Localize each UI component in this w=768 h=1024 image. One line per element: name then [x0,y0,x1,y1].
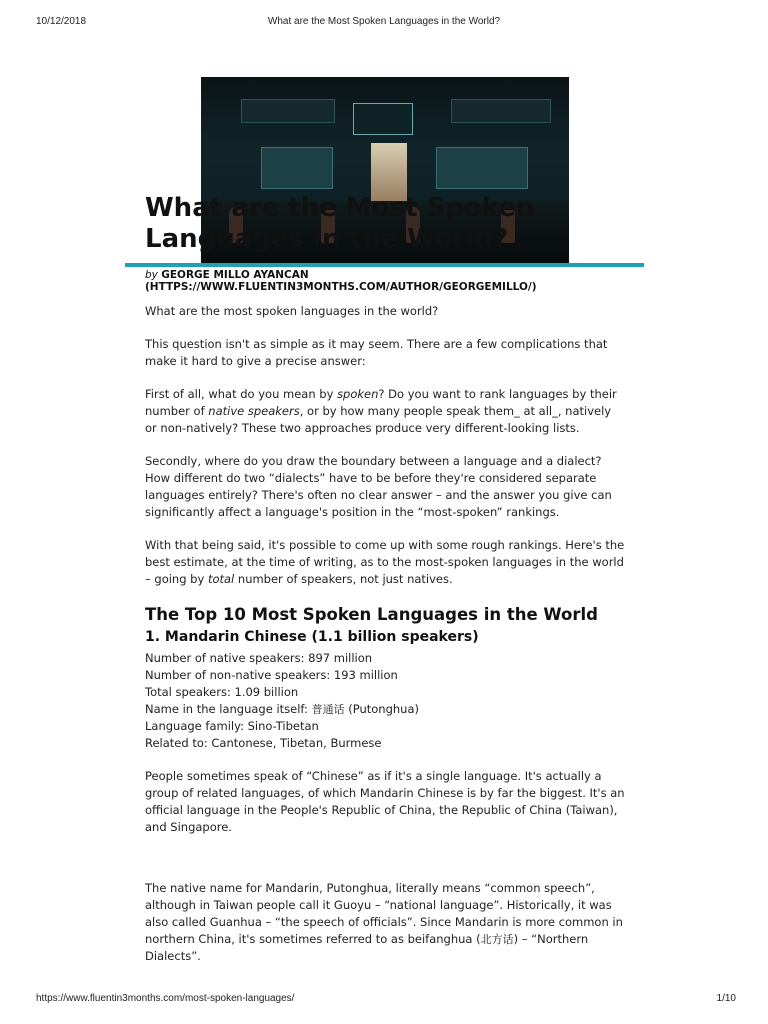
fact-native: Number of native speakers: 897 million [145,651,373,665]
fact-related: Related to: Cantonese, Tibetan, Burmese [145,736,382,750]
paragraph: What are the most spoken languages in the world? [145,304,439,318]
paragraph: First of all, what do you mean by spoken? Do you want to rank languages by their number of native speakers, or by how many people speak them_ at all_, natively or non-natively? These two approaches produce very different-looking lists. [145,387,617,435]
section-heading: The Top 10 Most Spoken Languages in the World [145,605,598,624]
print-footer [0,993,768,1007]
print-date: 10/12/2018 [36,16,87,27]
article-title: What are the Most Spoken Languages in the World? [145,193,535,254]
author-link[interactable]: GEORGE MILLO AYANCAN (HTTPS://WWW.FLUENTIN3MONTHS.COM/AUTHOR/GEORGEMILLO/) [145,269,537,293]
paragraph: The native name for Mandarin, Putonghua, literally means “common speech”, although in Taiwan people call it Guoyu – “national language”. Historically, it was also called Guanhua – “the speech of officials”. Since Mandarin is more common in northern China, it's sometimes referred to as beifanghua (北方话) – “Northern Dialects”. [145,881,623,963]
fact-native-name: Name in the language itself: 普通话 (Putonghua) [145,702,420,716]
paragraph: With that being said, it's possible to come up with some rough rankings. Here's the best estimate, at the time of writing, as to the most-spoken languages in the world – going by total number of speakers, not just natives. [145,538,625,586]
article-body [145,303,625,965]
language-heading: 1. Mandarin Chinese (1.1 billion speakers) [145,629,479,645]
print-url: https://www.fluentin3months.com/most-spoken-languages/ [36,993,295,1004]
byline [145,269,625,293]
paragraph: People sometimes speak of “Chinese” as if it's a single language. It's actually a group of related languages, of which Mandarin Chinese is by far the biggest. It's an official language in the People's Republic of China, the Republic of China (Taiwan), and Singapore. [145,769,625,834]
fact-family: Language family: Sino-Tibetan [145,719,319,733]
byline-prefix: by [145,269,158,281]
paragraph: Secondly, where do you draw the boundary between a language and a dialect? How different do two “dialects” have to be before they're considered separate languages entirely? There's often no clear answer – and the answer you give can significantly affect a language's position in the “most-spoken” rankings. [145,454,612,519]
fact-total: Total speakers: 1.09 billion [145,685,299,699]
language-facts [145,650,625,752]
fact-non-native: Number of non-native speakers: 193 million [145,668,398,682]
page-number: 1/10 [716,993,736,1004]
paragraph: This question isn't as simple as it may seem. There are a few complications that make it hard to give a precise answer: [145,337,608,368]
spacer [145,836,625,880]
print-title: What are the Most Spoken Languages in the World? [267,16,501,27]
print-header [0,16,768,30]
title-divider [125,263,644,267]
